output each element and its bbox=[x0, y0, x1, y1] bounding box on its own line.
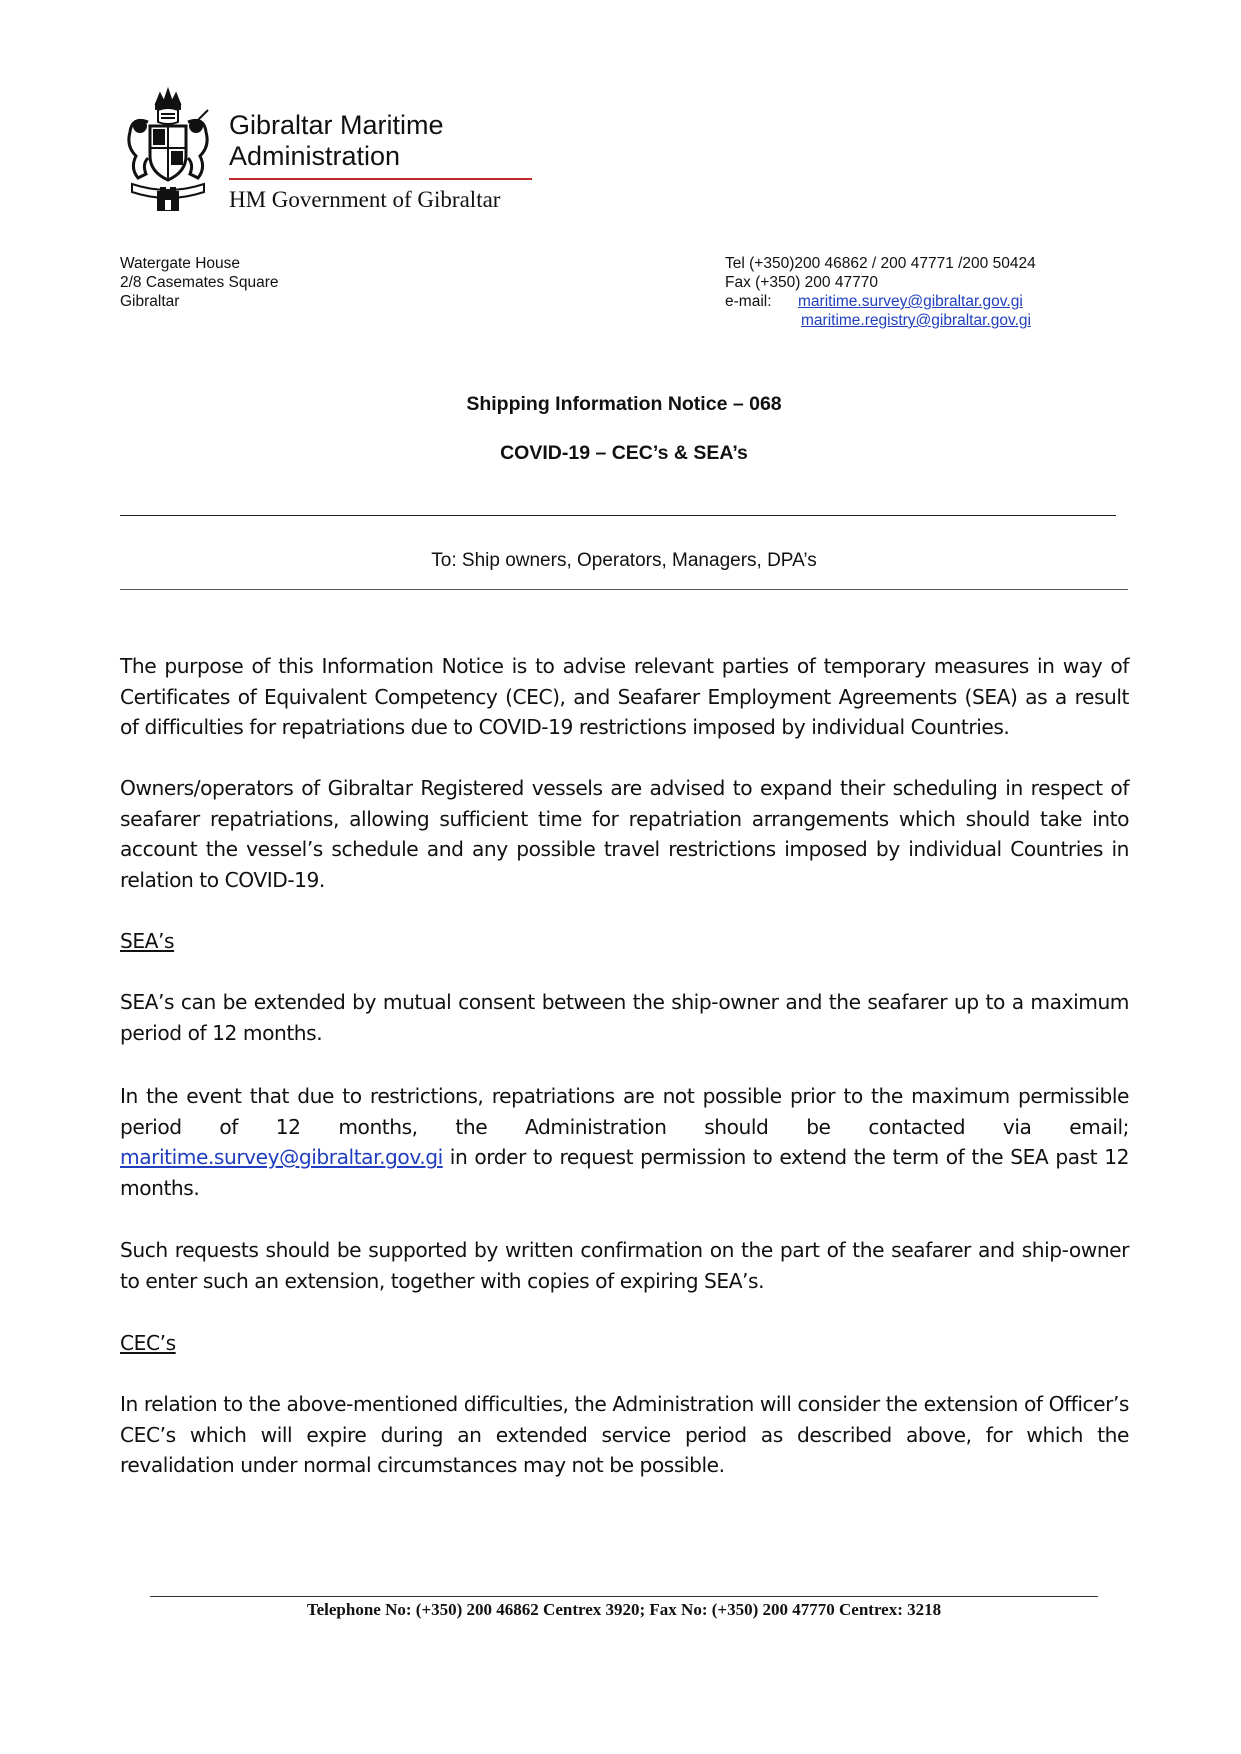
recipients-line: To: Ship owners, Operators, Managers, DPA’s bbox=[431, 550, 817, 571]
coat-of-arms-icon bbox=[118, 86, 218, 216]
paragraph-purpose: The purpose of this Information Notice is to advise relevant parties of temporary measures in way of Certificates of Equivalent Competency (CEC), and Seafarer Employment Agreements (SEA) as a result of difficulties for repatriations due to COVID-19 restrictions imposed by individual Countries. bbox=[120, 654, 1129, 739]
email-label: e-mail: bbox=[725, 293, 772, 310]
registry-email-link[interactable]: maritime.registry@gibraltar.gov.gi bbox=[801, 312, 1031, 329]
footer-contact: Telephone No: (+350) 200 46862 Centrex 3920; Fax No: (+350) 200 47770 Centrex: 3218 bbox=[306, 1600, 942, 1619]
paragraph-cec-extension: In relation to the above-mentioned difficulties, the Administration will consider the extension of Officer’s CEC’s which will expire during an extended service period as described above, for which the revalidation under normal circumstances may not be possible. bbox=[120, 1392, 1129, 1477]
address-line: 2/8 Casemates Square bbox=[120, 274, 279, 291]
divider bbox=[120, 515, 1116, 516]
notice-subtitle: COVID-19 – CEC’s & SEA’s bbox=[500, 442, 748, 464]
address-line: Watergate House bbox=[120, 255, 241, 272]
notice-title: Shipping Information Notice – 068 bbox=[466, 393, 782, 415]
footer-divider bbox=[150, 1596, 1098, 1597]
address-line: Gibraltar bbox=[120, 293, 180, 310]
government-name: HM Government of Gibraltar bbox=[229, 187, 501, 212]
survey-email-link[interactable]: maritime.survey@gibraltar.gov.gi bbox=[120, 1145, 443, 1169]
organisation-name-line2: Administration bbox=[229, 141, 401, 171]
postal-address bbox=[120, 254, 279, 311]
paragraph-text: in order to request permission to extend the term of the SEA past 12 months. bbox=[120, 1145, 1129, 1200]
email-row bbox=[725, 292, 1145, 311]
email-row-2 bbox=[725, 311, 1145, 330]
logo-divider bbox=[229, 178, 532, 180]
telephone-numbers: Tel (+350)200 46862 / 200 47771 /200 50424 bbox=[725, 255, 1036, 272]
paragraph-owners-operators: Owners/operators of Gibraltar Registered vessels are advised to expand their scheduling in respect of seafarer repatriations, allowing sufficient time for repatriation arrangements which should take into account the vessel’s schedule and any possible travel restrictions imposed by individual Countries in relation to COVID-19. bbox=[120, 776, 1129, 892]
organisation-name-line1: Gibraltar Maritime bbox=[229, 110, 444, 140]
paragraph-contact-administration bbox=[120, 1081, 1129, 1203]
paragraph-text: In the event that due to restrictions, repatriations are not possible prior to the maximum permissible period of 12 months, the Administration should be contacted via email; bbox=[120, 1084, 1129, 1139]
fax-number: Fax (+350) 200 47770 bbox=[725, 274, 878, 291]
organisation-name bbox=[229, 110, 444, 172]
contact-details bbox=[725, 254, 1145, 330]
section-heading-sea: SEA’s bbox=[120, 929, 175, 953]
section-heading-cec: CEC’s bbox=[120, 1331, 176, 1355]
paragraph-supporting-requests: Such requests should be supported by written confirmation on the part of the seafarer and ship-owner to enter such an extension, together with copies of expiring SEA’s. bbox=[120, 1238, 1129, 1293]
survey-email-link[interactable]: maritime.survey@gibraltar.gov.gi bbox=[798, 293, 1023, 310]
divider bbox=[120, 589, 1128, 590]
paragraph-sea-extension: SEA’s can be extended by mutual consent between the ship-owner and the seafarer up to a maximum period of 12 months. bbox=[120, 990, 1129, 1045]
